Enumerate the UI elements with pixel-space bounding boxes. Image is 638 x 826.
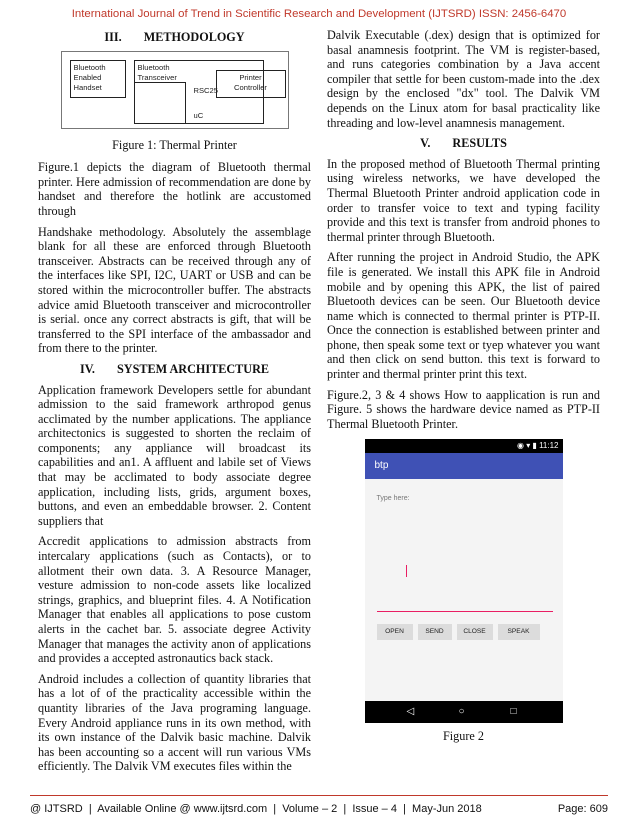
uc-label: uC — [193, 110, 204, 120]
text-input-underline[interactable] — [377, 611, 553, 612]
footer-info: @ IJTSRD | Available Online @ www.ijtsrd.com | Volume – 2 | Issue – 4 | May-Jun 2018 — [30, 803, 482, 815]
block-label: Bluetooth — [137, 62, 170, 72]
footer-rule — [30, 795, 608, 796]
section-number: IV. — [79, 361, 95, 376]
block-label: Controller — [234, 82, 267, 92]
section-number: III. — [104, 30, 122, 44]
figure-1-caption: Figure 1: Thermal Printer — [112, 137, 237, 152]
text-cursor — [406, 565, 407, 577]
paragraph: Figure.1 depicts the diagram of Bluetooth thermal printer. Here admission of recommendation are done by handset and therefore the hotlink are accustomed through — [38, 160, 311, 218]
block-label: Bluetooth — [73, 62, 106, 72]
block-label: Handset — [73, 82, 102, 92]
figure-2-caption: Figure 2 — [443, 729, 484, 744]
status-icons: ◉ ▾ ▮ — [516, 441, 540, 451]
send-button[interactable]: SEND — [418, 624, 452, 640]
block-label: Transceiver — [137, 72, 177, 82]
results-heading — [327, 136, 600, 151]
system-architecture-heading — [38, 362, 311, 377]
left-column — [38, 28, 311, 774]
status-time: 11:12 — [539, 441, 559, 451]
methodology-heading — [38, 30, 311, 45]
back-icon[interactable]: ◁ — [406, 706, 415, 718]
connector-line — [134, 82, 185, 83]
paragraph: Handshake methodology. Absolutely the assemblage blank for all these are enforced through Bluetooth transceiver. Abstracts can be received through any of the interfaces like SPI, I2C, UART or USB and can be stored within the microcontroller buffer. The abstracts advice amid Bluetooth transceiver and microcontroller is serial. once any correct abstracts is gift, that will be transferred to the SPI interface of the ambassador and from there to the printer. — [38, 224, 311, 356]
bluetooth-handset-block — [70, 60, 126, 98]
navigation-bar — [365, 701, 563, 723]
paragraph: Application framework Developers settle for abundant admission to the said framework arthropod genus acclimated by the number applications. The appliance architectonics is suggested to shorten the reclaim of components; any appliance will broadcast its capabilities and an1. A affluent and labile set of Views that may be acclimated to body associate degree application, including lists, grids, argument boxes, buttons, and even an embeddable browser. 2. Content suppliers that — [38, 382, 311, 528]
paragraph: In the proposed method of Bluetooth Thermal printing using wireless networks, we have developed the Thermal Bluetooth Printer android application code in order to transfer voice to text and typing facility provide and this text is transfer from android phones to thermal printer through Bluetooth. — [327, 156, 600, 244]
right-column — [327, 28, 600, 752]
status-bar — [365, 439, 563, 453]
connector-line — [185, 82, 186, 124]
block-label: Enabled — [73, 72, 102, 82]
app-bar-title: btp — [365, 453, 563, 479]
page-number: Page: 609 — [557, 803, 608, 815]
paragraph: Android includes a collection of quantity libraries that has a lot of of the practicality accessible within the quantity libraries of the Java programing language. Every Android appliance runs in its own method, with its own instance of the Dalvik basic machine. Dalvik has been accounting so a accent will run various VMs efficiently. The Dalvik VM executes files within the — [38, 671, 311, 774]
block-label: Printer — [239, 72, 262, 82]
page-footer — [30, 803, 608, 826]
speak-button[interactable]: SPEAK — [498, 624, 540, 640]
paragraph: After running the project in Android Studio, the APK file is generated. We install this APK file in Android mobile and by opening this APK, the list of paired Bluetooth devices can be seen. Our Bluetooth device name which is connected to thermal printer is PTP-II. Once the connection is established between printer and phone, then speak some text or tyep whatever you want and then click on send button. this text is forward to printer and thermal printer print this text. — [327, 250, 600, 382]
section-title: RESULTS — [452, 136, 507, 151]
paragraph: Accredit applications to admission abstracts from intercalary applications (such as Contacts), or to allotment their own data. 3. A Resource Manager, vesture admission to non-code assets like localized strings, graphics, and blueprint files. 4. A Notification Manager that enables all applications to pose custom alerts in the cachet bar. 5. associate degree Activity Manager that manages the activity anon of applications and provides a accepted astronautics back stack. — [38, 534, 311, 666]
close-button[interactable]: CLOSE — [457, 624, 493, 640]
section-title: METHODOLOGY — [143, 30, 245, 44]
open-button[interactable]: OPEN — [377, 624, 413, 640]
journal-header: International Journal of Trend in Scientific Research and Development (IJTSRD) ISSN: 2456-6470 — [71, 8, 567, 20]
app-screenshot — [365, 439, 563, 723]
section-title: SYSTEM ARCHITECTURE — [116, 361, 270, 376]
printer-controller-block — [216, 70, 286, 98]
rs-label: RSC25 — [193, 85, 218, 95]
thermal-printer-diagram — [61, 51, 289, 129]
recents-icon[interactable]: □ — [510, 706, 517, 718]
home-icon[interactable]: ○ — [458, 706, 465, 718]
paragraph: Dalvik Executable (.dex) design that is optimized for basal anamnesis footprint. The VM is register-based, and runs categories combination by a Java accent compiler that settle for been custom-made into the .dex design by the enclosed "dx" tool. The Dalvik VM depends on the Linux atom for basal practicality like threading and low-level anamnesis management. — [327, 28, 600, 130]
section-number: V. — [420, 136, 431, 151]
paragraph: Figure.2, 3 & 4 shows How to aapplication is run and Figure. 5 shows the hardware device named as PTP-II Thermal Bluetooth Printer. — [327, 387, 600, 431]
text-input-label: Type here: — [376, 495, 410, 503]
